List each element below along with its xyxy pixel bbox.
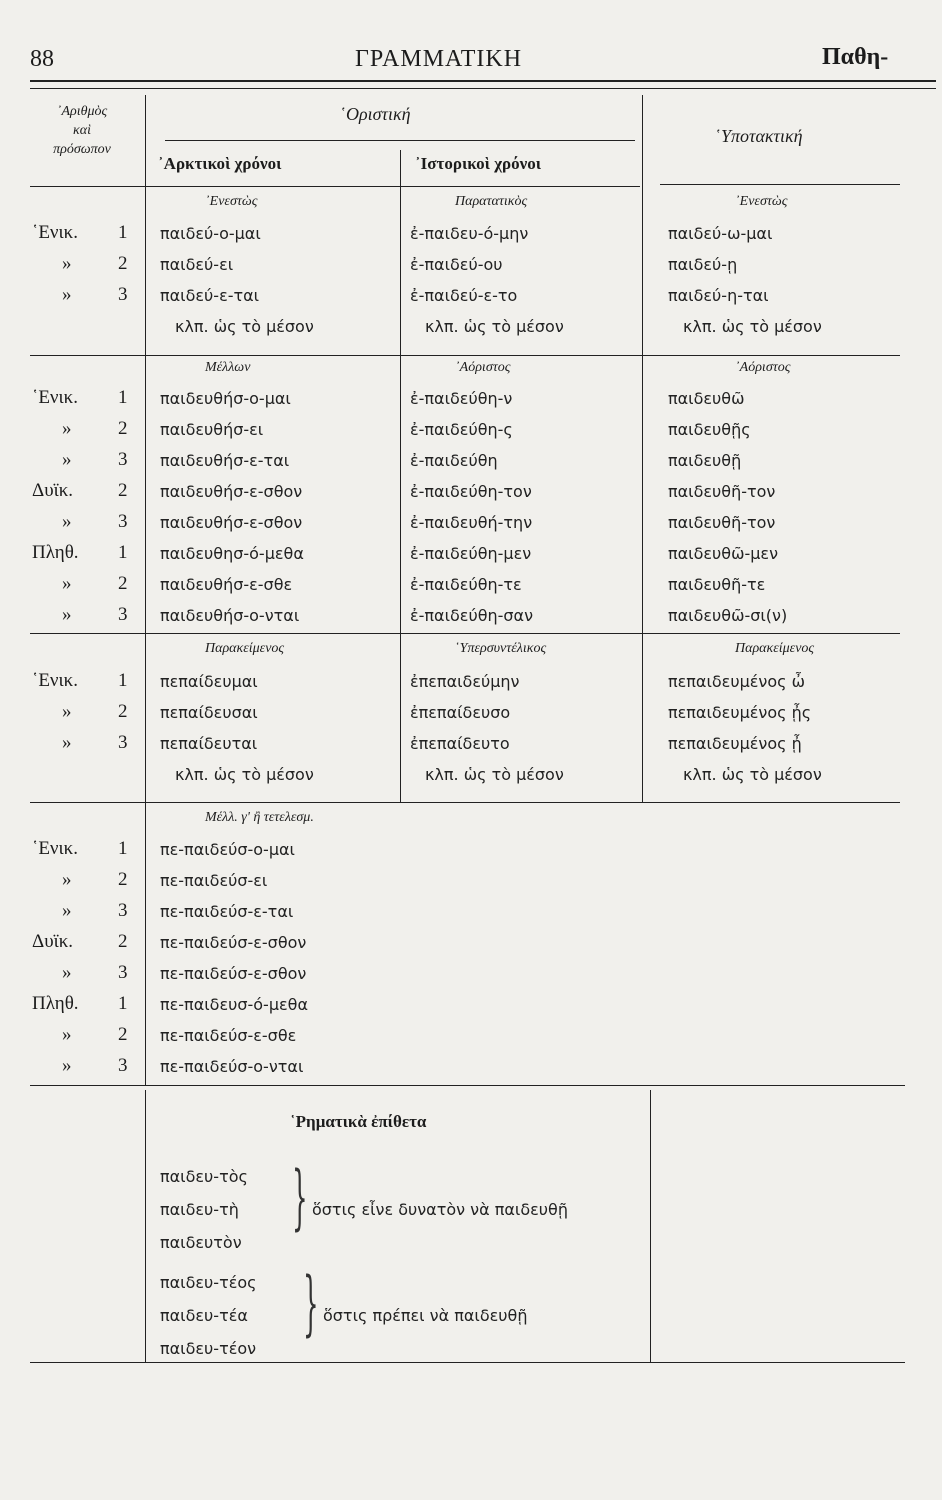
header-rule-2 <box>30 88 936 89</box>
row-label: Δυϊκ. <box>32 931 74 952</box>
row-person: 2 <box>118 573 128 594</box>
form-primary: παιδευθήσ-ε-σθον <box>160 513 303 532</box>
row-person: 2 <box>118 1024 128 1045</box>
form-historic: ἐ-παιδεύθη <box>410 451 498 470</box>
row-person: 2 <box>118 253 128 274</box>
col-rule-3 <box>642 95 643 802</box>
row-person: 1 <box>118 838 128 859</box>
adj-form: παιδευ-τέον <box>160 1339 257 1358</box>
form-primary: παιδεύ-ει <box>160 255 234 274</box>
head-rule-row <box>30 186 640 187</box>
adj-rule-right <box>650 1090 651 1362</box>
tense-title: Παρατατικὸς <box>455 194 528 209</box>
row-person: 3 <box>118 900 128 921</box>
tense-title: ᾿Αόριστος <box>735 360 791 375</box>
form-historic: ἐ-παιδευθή-την <box>410 513 533 532</box>
form-primary: παιδευθήσ-ε-σθον <box>160 482 303 501</box>
form-primary: παιδευθήσ-ει <box>160 420 264 439</box>
form-historic: ἐ-παιδεύ-ε-το <box>410 286 518 305</box>
form-subjunctive: παιδευθῶ-μεν <box>668 544 779 563</box>
form-subjunctive: πεπαιδευμένος ὦ <box>668 672 805 691</box>
form-historic: ἐπεπαιδεύμην <box>410 672 520 691</box>
form-historic: ἐ-παιδεύθη-ν <box>410 389 513 408</box>
row-person: 3 <box>118 604 128 625</box>
form-subjunctive: παιδεύ-ω-μαι <box>668 224 773 243</box>
row-person: 3 <box>118 449 128 470</box>
row-person: 2 <box>118 418 128 439</box>
page-number: 88 <box>30 46 54 72</box>
form-primary: πε-παιδεύσ-ε-σθε <box>160 1026 297 1045</box>
row-person: 1 <box>118 542 128 563</box>
row-label: » <box>62 900 72 921</box>
row-person: 3 <box>118 732 128 753</box>
adj-form: παιδευτὸν <box>160 1233 242 1252</box>
form-primary: παιδεύ-ε-ται <box>160 286 260 305</box>
form-historic: ἐπεπαίδευσο <box>410 703 511 722</box>
brace-1: } <box>292 1156 308 1238</box>
form-subjunctive: παιδευθῆ-τον <box>668 513 776 532</box>
bottom-rule <box>30 1362 905 1363</box>
row-label: » <box>62 284 72 305</box>
row-label: Πληθ. <box>32 993 79 1014</box>
row-person: 3 <box>118 284 128 305</box>
adj-rule-left <box>145 1090 146 1362</box>
row-label: » <box>62 1024 72 1045</box>
col-rule-2 <box>400 150 401 802</box>
form-subjunctive: παιδεύ-ῃ <box>668 255 738 274</box>
tense-title: Παρακείμενος <box>205 641 285 656</box>
row-label: Πληθ. <box>32 542 79 563</box>
row-label: » <box>62 701 72 722</box>
tense-title: ᾿Ενεστὼς <box>735 194 788 209</box>
row-label: » <box>62 418 72 439</box>
section-3-rule <box>30 802 900 803</box>
form-historic: κλπ. ὡς τὸ μέσον <box>425 317 564 336</box>
head-number-person: ᾿Αριθμὸς καὶ πρόσωπον <box>53 104 111 157</box>
form-primary: πε-παιδεύσ-ο-νται <box>160 1057 304 1076</box>
row-person: 2 <box>118 480 128 501</box>
row-person: 3 <box>118 962 128 983</box>
form-primary: πε-παιδεύσ-ε-ται <box>160 902 294 921</box>
form-primary: πε-παιδεύσ-ε-σθον <box>160 933 307 952</box>
tense-title: Μέλλων <box>205 360 251 375</box>
brace-2: } <box>303 1262 319 1344</box>
row-person: 1 <box>118 993 128 1014</box>
form-primary: παιδεύ-ο-μαι <box>160 224 261 243</box>
form-subjunctive: παιδευθῶ <box>668 389 745 408</box>
row-label: » <box>62 962 72 983</box>
section-4-rule <box>30 1085 905 1086</box>
form-primary: παιδευθησ-ό-μεθα <box>160 544 304 563</box>
tense-title: ᾿Αόριστος <box>455 360 511 375</box>
form-historic: ἐ-παιδευ-ό-μην <box>410 224 529 243</box>
row-label: » <box>62 573 72 594</box>
form-primary: παιδευθήσ-ο-νται <box>160 606 300 625</box>
form-historic: ἐ-παιδεύθη-μεν <box>410 544 532 563</box>
row-label: » <box>62 1055 72 1076</box>
form-subjunctive: παιδεύ-η-ται <box>668 286 769 305</box>
form-historic: ἐ-παιδεύθη-τε <box>410 575 522 594</box>
row-label: » <box>62 869 72 890</box>
form-subjunctive: παιδευθῆ-τον <box>668 482 776 501</box>
form-primary: πεπαίδευται <box>160 734 258 753</box>
form-historic: ἐ-παιδεύθη-ς <box>410 420 513 439</box>
form-primary: πεπαίδευμαι <box>160 672 258 691</box>
form-primary: κλπ. ὡς τὸ μέσον <box>175 317 314 336</box>
adj-form: παιδευ-τὸς <box>160 1167 248 1186</box>
row-label: ῾Ενικ. <box>32 387 78 408</box>
adj-form: παιδευ-τὴ <box>160 1200 239 1219</box>
row-label: Δυϊκ. <box>32 480 74 501</box>
form-historic: κλπ. ὡς τὸ μέσον <box>425 765 564 784</box>
adj-meaning: ὅστις πρέπει νὰ παιδευθῇ <box>323 1306 528 1325</box>
head-indicative: ῾Οριστική <box>340 104 411 124</box>
row-label: » <box>62 604 72 625</box>
tense-title: Παρακείμενος <box>735 641 815 656</box>
form-subjunctive: κλπ. ὡς τὸ μέσον <box>683 765 822 784</box>
col-rule-1 <box>145 95 146 1085</box>
form-subjunctive: παιδευθῇς <box>668 420 751 439</box>
tense-title: ῾Υπερσυντέλικος <box>455 641 547 656</box>
indicative-rule <box>165 140 635 141</box>
form-subjunctive: πεπαιδευμένος ᾖ <box>668 734 802 753</box>
form-subjunctive: πεπαιδευμένος ᾖς <box>668 703 812 722</box>
form-subjunctive: παιδευθῶ-σι(ν) <box>668 606 788 625</box>
head-primary: ᾿Αρκτικοὶ χρόνοι <box>158 154 282 173</box>
form-historic: ἐ-παιδεύ-ου <box>410 255 503 274</box>
form-historic: ἐπεπαίδευτο <box>410 734 510 753</box>
row-person: 2 <box>118 869 128 890</box>
form-primary: παιδευθήσ-ε-σθε <box>160 575 293 594</box>
row-label: ῾Ενικ. <box>32 838 78 859</box>
adjectives-title: ῾Ρηματικὰ ἐπίθετα <box>290 1112 427 1131</box>
page-title: ΓΡΑΜΜΑΤΙΚΗ <box>355 46 523 72</box>
form-subjunctive: κλπ. ὡς τὸ μέσον <box>683 317 822 336</box>
row-person: 2 <box>118 931 128 952</box>
row-label: » <box>62 449 72 470</box>
adj-form: παιδευ-τέα <box>160 1306 248 1325</box>
row-label: ῾Ενικ. <box>32 670 78 691</box>
adj-meaning: ὅστις εἶνε δυνατὸν νὰ παιδευθῇ <box>312 1200 568 1219</box>
adj-form: παιδευ-τέος <box>160 1273 257 1292</box>
row-person: 1 <box>118 387 128 408</box>
head-rule-sub <box>660 184 900 185</box>
running-head: Παθη- <box>822 44 889 70</box>
row-person: 2 <box>118 701 128 722</box>
form-primary: πεπαίδευσαι <box>160 703 258 722</box>
head-subjunctive: ῾Υποτακτική <box>715 126 803 146</box>
tense-title: Μέλλ. γ' ἢ τετελεσμ. <box>205 810 314 825</box>
row-label: » <box>62 732 72 753</box>
tense-title: ᾿Ενεστὼς <box>205 194 258 209</box>
row-person: 1 <box>118 222 128 243</box>
form-subjunctive: παιδευθῆ-τε <box>668 575 766 594</box>
row-label: ῾Ενικ. <box>32 222 78 243</box>
form-primary: πε-παιδευσ-ό-μεθα <box>160 995 308 1014</box>
form-primary: παιδευθήσ-ο-μαι <box>160 389 291 408</box>
form-primary: παιδευθήσ-ε-ται <box>160 451 290 470</box>
form-primary: πε-παιδεύσ-ο-μαι <box>160 840 295 859</box>
form-primary: πε-παιδεύσ-ε-σθον <box>160 964 307 983</box>
row-person: 3 <box>118 1055 128 1076</box>
row-person: 3 <box>118 511 128 532</box>
row-label: » <box>62 253 72 274</box>
row-label: » <box>62 511 72 532</box>
header-rule-1 <box>30 80 936 82</box>
form-historic: ἐ-παιδεύθη-σαν <box>410 606 534 625</box>
form-primary: πε-παιδεύσ-ει <box>160 871 268 890</box>
row-person: 1 <box>118 670 128 691</box>
section-2-rule <box>30 633 900 634</box>
head-historic: ᾿Ιστορικοὶ χρόνοι <box>415 154 542 173</box>
form-subjunctive: παιδευθῇ <box>668 451 742 470</box>
form-primary: κλπ. ὡς τὸ μέσον <box>175 765 314 784</box>
form-historic: ἐ-παιδεύθη-τον <box>410 482 532 501</box>
section-1-rule <box>30 355 900 356</box>
